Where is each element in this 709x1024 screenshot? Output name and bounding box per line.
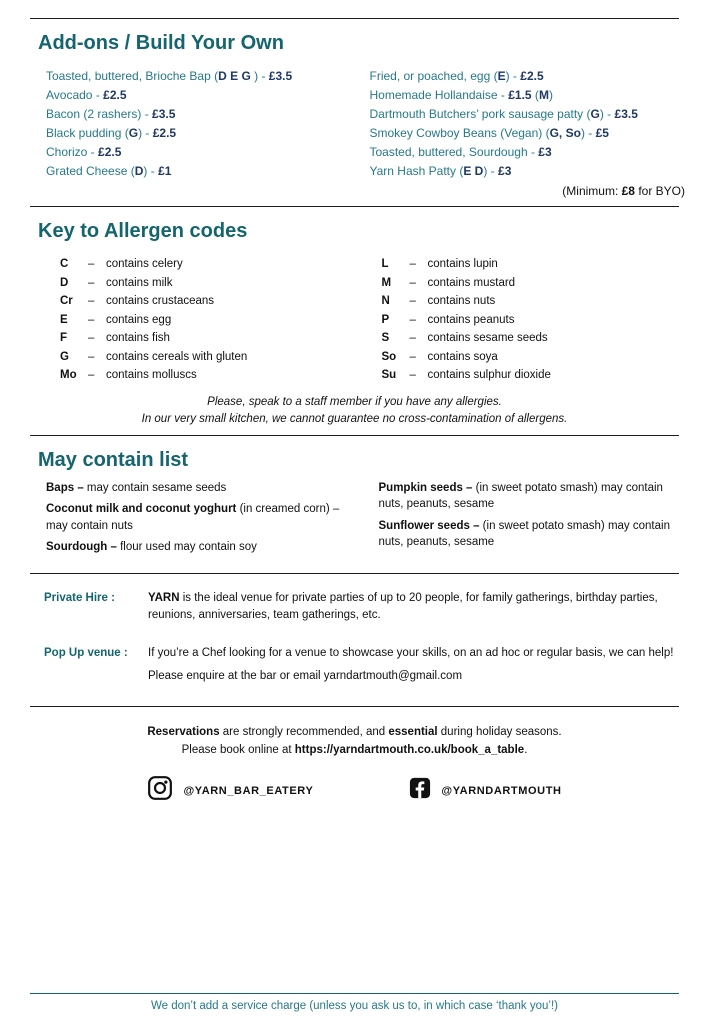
list-item: Cr – contains crustaceans xyxy=(60,295,215,307)
list-item: S – contains sesame seeds xyxy=(381,332,548,344)
list-item: Coconut milk and coconut yoghurt (in creamed corn) – may contain nuts xyxy=(46,503,340,532)
private-hire-row xyxy=(30,590,679,625)
popup-venue-label: Pop Up venue : xyxy=(44,646,128,659)
addons-left-column xyxy=(30,67,356,181)
list-item: So – contains soya xyxy=(381,350,498,363)
facebook-handle: @YARNDARTMOUTH xyxy=(441,784,562,797)
list-item: Baps – may contain sesame seeds xyxy=(46,481,227,494)
footer xyxy=(30,993,679,1012)
list-item: Sourdough – flour used may contain soy xyxy=(46,541,257,553)
hire-section xyxy=(30,574,679,686)
may-contain-title: May contain list xyxy=(38,448,189,471)
list-item: Yarn Hash Patty (E D) - £3 xyxy=(369,164,512,178)
private-hire-text: YARN is the ideal venue for private parties of up to 20 people, for family gatherings, birthday parties, reunions, anniversaries, team gatherings, etc. xyxy=(148,591,658,621)
allergen-section xyxy=(30,220,679,428)
divider-4 xyxy=(30,706,679,707)
allergen-title: Key to Allergen codes xyxy=(38,220,248,242)
allergen-note-1: Please, speak to a staff member if you have any allergies. xyxy=(207,395,502,408)
instagram-icon xyxy=(147,775,173,806)
list-item: F – contains fish xyxy=(60,332,170,344)
list-item: Bacon (2 rashers) - £3.5 xyxy=(46,107,176,121)
popup-venue-row xyxy=(30,645,679,663)
divider-2 xyxy=(30,435,679,436)
popup-venue-text: If you’re a Chef looking for a venue to showcase your skills, on an ad hoc or regular basis, we can help! xyxy=(148,646,674,659)
addons-title: Add-ons / Build Your Own xyxy=(38,32,284,54)
addons-columns xyxy=(30,67,679,181)
list-item: C – contains celery xyxy=(60,258,183,270)
facebook-item xyxy=(409,777,561,804)
may-contain-columns xyxy=(30,480,679,561)
list-item: Smokey Cowboy Beans (Vegan) (G, So) - £5 xyxy=(369,126,609,140)
list-item: Toasted, buttered, Sourdough - £3 xyxy=(369,145,552,159)
may-contain-left-column xyxy=(30,480,369,561)
addons-right-column xyxy=(356,67,680,181)
list-item: Pumpkin seeds – (in sweet potato smash) may contain nuts, peanuts, sesame xyxy=(378,481,663,510)
list-item: Mo – contains molluscs xyxy=(60,369,197,381)
list-item: Su – contains sulphur dioxide xyxy=(381,369,551,381)
minimum-note: (Minimum: £8 for BYO) xyxy=(562,184,685,198)
reservations-line-1: Reservations are strongly recommended, and essential during holiday seasons. xyxy=(147,726,562,738)
list-item: Black pudding (G) - £2.5 xyxy=(46,126,177,140)
allergen-left-column xyxy=(30,255,358,385)
enquire-text: Please enquire at the bar or email yarndartmouth@gmail.com xyxy=(148,670,463,682)
allergen-columns xyxy=(30,255,679,385)
private-hire-label: Private Hire : xyxy=(44,591,115,604)
divider-1 xyxy=(30,206,679,207)
allergen-notes xyxy=(30,394,679,428)
footer-note: We don’t add a service charge (unless you ask us to, in which case ‘thank you’!) xyxy=(151,1000,558,1012)
list-item: Chorizo - £2.5 xyxy=(46,145,122,159)
list-item: D – contains milk xyxy=(60,276,173,289)
list-item: Grated Cheese (D) - £1 xyxy=(46,164,172,178)
may-contain-right-column xyxy=(369,480,680,561)
list-item: E – contains egg xyxy=(60,313,172,326)
list-item: Dartmouth Butchers’ pork sausage patty (G) - £3.5 xyxy=(369,107,638,121)
reservations-line-2: Please book online at https://yarndartmouth.co.uk/book_a_table. xyxy=(181,743,528,756)
list-item: Sunflower seeds – (in sweet potato smash) may contain nuts, peanuts, sesame xyxy=(378,519,670,548)
list-item: M – contains mustard xyxy=(381,276,516,289)
social-row xyxy=(30,775,679,806)
addons-section xyxy=(30,32,685,199)
list-item: N – contains nuts xyxy=(381,295,496,307)
list-item: P – contains peanuts xyxy=(381,313,515,326)
list-item: Avocado - £2.5 xyxy=(46,88,127,102)
list-item: Fried, or poached, egg (E) - £2.5 xyxy=(369,69,544,83)
reservations-block xyxy=(30,724,679,759)
allergen-right-column xyxy=(358,255,680,385)
may-contain-section xyxy=(30,449,679,561)
list-item: L – contains lupin xyxy=(381,258,498,270)
facebook-icon xyxy=(409,777,431,804)
list-item: Toasted, buttered, Brioche Bap (D E G ) - £3.5 xyxy=(46,69,293,83)
top-rule xyxy=(30,18,679,19)
allergen-note-2: In our very small kitchen, we cannot guarantee no cross-contamination of allergens. xyxy=(141,412,568,425)
instagram-handle: @YARN_BAR_EATERY xyxy=(183,784,314,797)
list-item: G – contains cereals with gluten xyxy=(60,350,248,363)
list-item: Homemade Hollandaise - £1.5 (M) xyxy=(369,88,553,102)
instagram-item xyxy=(147,775,313,806)
